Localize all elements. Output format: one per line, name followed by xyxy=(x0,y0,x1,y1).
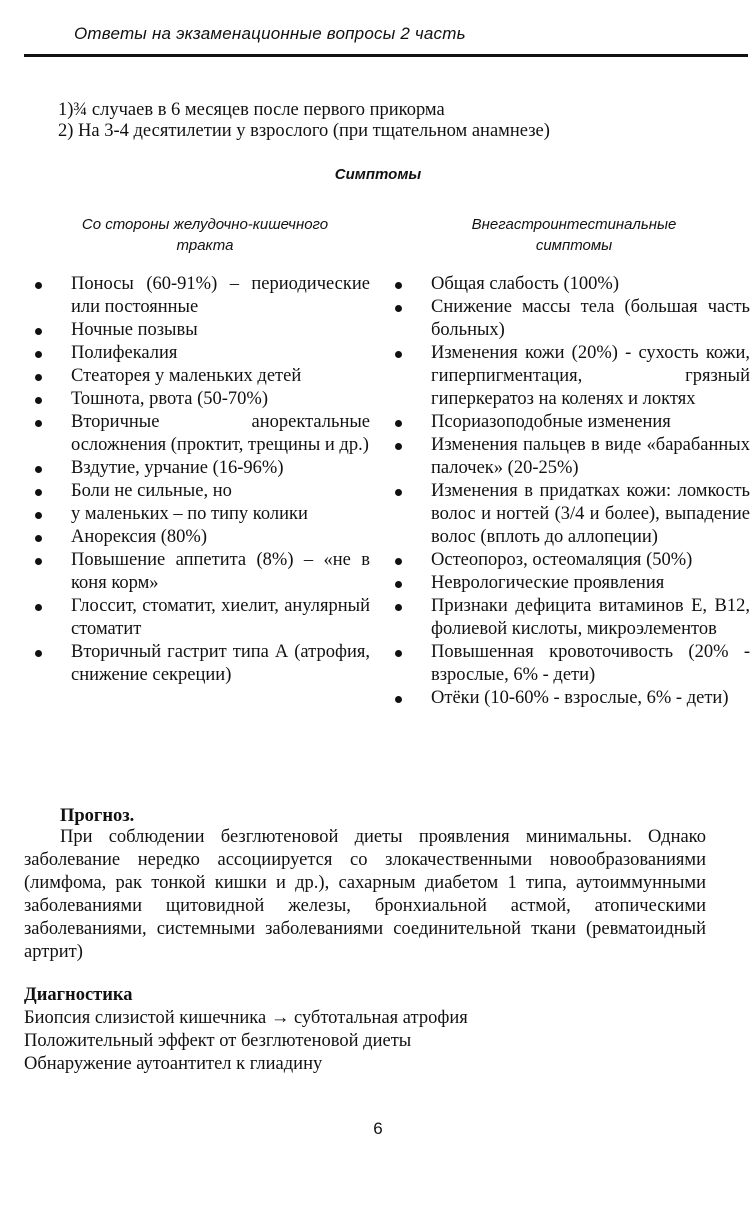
list-item: у маленьких – по типу колики xyxy=(34,503,370,526)
prognosis-heading: Прогноз. xyxy=(60,806,135,826)
list-item: Повышение аппетита (8%) – «не в коня корм» xyxy=(34,549,370,595)
list-item: Боли не сильные, но xyxy=(34,480,370,503)
symptoms-title: Симптомы xyxy=(334,166,422,183)
gi-heading-line: Со стороны желудочно-кишечного xyxy=(81,216,329,233)
diagnostics-line: Обнаружение аутоантител к глиадину xyxy=(24,1054,323,1074)
list-item: Ночные позывы xyxy=(34,319,370,342)
list-item: Вторичные аноректальные осложнения (проктит, трещины и др.) xyxy=(34,411,370,457)
list-item: Вздутие, урчание (16-96%) xyxy=(34,457,370,480)
extra-symptom-list xyxy=(394,273,750,710)
extra-column-heading xyxy=(406,214,742,256)
list-item: Стеаторея у маленьких детей xyxy=(34,365,370,388)
list-item: Неврологические проявления xyxy=(394,572,750,595)
list-item: Поносы (60-91%) – периодические или постоянные xyxy=(34,273,370,319)
prognosis-paragraph: При соблюдении безглютеновой диеты проявления минимальны. Однако заболевание нередко ассоциируется со злокачественными новообразованиями (лимфома, рак тонкой кишки и др.), сахарным диабетом 1 типа, аутоиммунными заболеваниями щитовидной железы, бронхиальной астмой, атопическими заболеваниями, системными заболеваниями соединительной ткани (ревматоидный артрит) xyxy=(24,827,706,962)
header-rule xyxy=(24,54,748,57)
list-item: Глоссит, стоматит, хиелит, анулярный стоматит xyxy=(34,595,370,641)
gi-column-heading xyxy=(48,214,362,256)
list-item: Отёки (10-60% - взрослые, 6% - дети) xyxy=(394,687,750,710)
list-item: Общая слабость (100%) xyxy=(394,273,750,296)
list-item: Признаки дефицита витаминов Е, В12, фолиевой кислоты, микроэлементов xyxy=(394,595,750,641)
intro-line: 2) На 3-4 десятилетии у взрослого (при тщательном анамнезе) xyxy=(58,121,550,141)
list-item: Остеопороз, остеомаляция (50%) xyxy=(394,549,750,572)
diagnostics-heading: Диагностика xyxy=(24,985,133,1005)
extra-heading-line: симптомы xyxy=(535,237,613,254)
page-number: 6 xyxy=(373,1119,383,1138)
list-item: Изменения в придатках кожи: ломкость волос и ногтей (3/4 и более), выпадение волос (вплоть до аллопеции) xyxy=(394,480,750,549)
intro-line: 1)¾ случаев в 6 месяцев после первого прикорма xyxy=(58,100,445,120)
list-item: Вторичный гастрит типа А (атрофия, снижение секреции) xyxy=(34,641,370,687)
extra-heading-line: Внегастроинтестинальные xyxy=(471,216,677,233)
gi-symptom-list xyxy=(34,273,370,687)
diagnostics-line: Положительный эффект от безглютеновой диеты xyxy=(24,1031,412,1051)
gi-heading-line: тракта xyxy=(176,237,234,254)
list-item: Псориазоподобные изменения xyxy=(394,411,750,434)
list-item: Анорексия (80%) xyxy=(34,526,370,549)
diagnostics-line: Биопсия слизистой кишечника → субтотальная атрофия xyxy=(24,1008,468,1028)
running-header: Ответы на экзаменационные вопросы 2 часть xyxy=(74,24,466,43)
list-item: Снижение массы тела (большая часть больных) xyxy=(394,296,750,342)
intro-block xyxy=(58,100,550,142)
list-item: Изменения кожи (20%) - сухость кожи, гиперпигментация, грязный гиперкератоз на коленях и локтях xyxy=(394,342,750,411)
diagnostics-list xyxy=(24,1007,468,1076)
list-item: Изменения пальцев в виде «барабанных палочек» (20-25%) xyxy=(394,434,750,480)
list-item: Полифекалия xyxy=(34,342,370,365)
list-item: Повышенная кровоточивость (20% - взрослые, 6% - дети) xyxy=(394,641,750,687)
list-item: Тошнота, рвота (50-70%) xyxy=(34,388,370,411)
